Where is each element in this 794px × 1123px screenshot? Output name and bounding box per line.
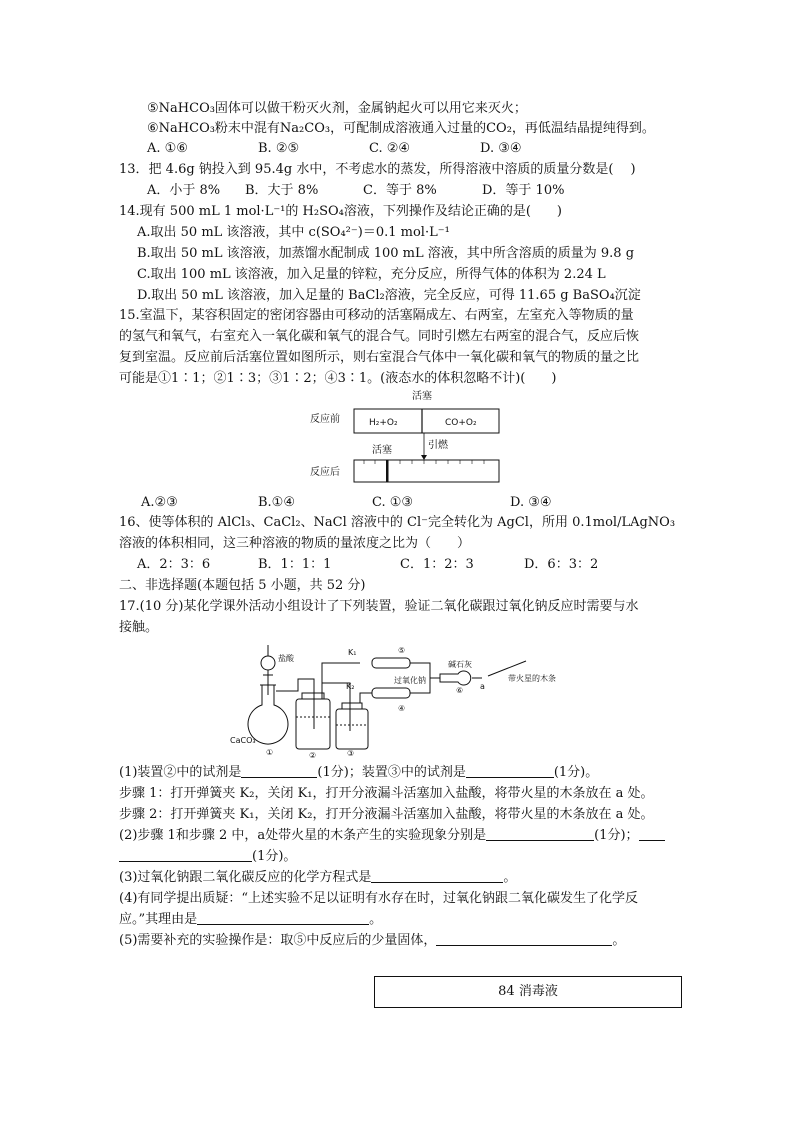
splint-label: 带火星的木条 (508, 674, 556, 683)
q13-option-d: D．等于 10% (482, 183, 565, 198)
q17-part-4-b: 应。”其理由是 (119, 912, 198, 927)
q16-option-c: C．1：2：3 (400, 557, 474, 572)
k1-label: K₁ (348, 648, 357, 657)
after-ticks (364, 460, 484, 464)
hcl-label: 盐酸 (278, 654, 294, 663)
q15-option-c: C. ①③ (372, 495, 414, 510)
answer-blank-1[interactable] (241, 764, 317, 778)
q17-part-4-c: 。 (369, 912, 383, 927)
answer-blank-7[interactable] (197, 911, 369, 925)
q17-line-1: 17.(10 分)某化学课外活动小组设计了下列装置，验证二氧化碳跟过氧化钠反应时需要与水 (119, 599, 639, 614)
piston-top-label: 活塞 (412, 391, 432, 402)
q17-step-2: 步骤 2：打开弹簧夹 K₁，关闭 K₂，打开分液漏斗活塞加入盐酸，将带火星的木条放在 a 处。 (119, 807, 654, 822)
q17-part-2-cont (119, 848, 296, 865)
q17-part-2 (119, 827, 665, 844)
q12-item6: ⑥NaHCO₃粉末中混有Na₂CO₃，可配制成溶液通入过量的CO₂，再低温结晶提纯得到。 (147, 121, 655, 136)
q15-line-3: 复到室温。反应前后活塞位置如图所示，则右室混合气体中一氧化碳和氧气的物质的量之比 (119, 350, 640, 365)
q12-item5: ⑤NaHCO₃固体可以做干粉灭火剂，金属钠起火可以用它来灭火； (147, 101, 527, 116)
q16-option-a: A．2：3：6 (137, 557, 211, 572)
q17-line-2: 接触。 (119, 620, 159, 635)
q15-line-1: 15.室温下，某容积固定的密闭容器由可移动的活塞隔成左、右两室，左室充入等物质的量 (119, 308, 634, 323)
q15-option-d: D. ③④ (510, 495, 552, 510)
q12-option-d: D. ③④ (480, 141, 522, 156)
sodalime-label: 碱石灰 (448, 660, 472, 669)
q17-part-2-b: (1分)； (594, 828, 639, 843)
left-gas-label: H₂+O₂ (369, 418, 398, 428)
q17-part-5-a: (5)需要补充的实验操作是：取⑤中反应后的少量固体， (119, 933, 437, 948)
q13-option-c: C．等于 8% (363, 183, 437, 198)
answer-blank-2[interactable] (466, 764, 554, 778)
na2o2-label: 过氧化钠 (394, 676, 426, 685)
q16-option-b: B．1：1：1 (258, 557, 332, 572)
answer-blank-4[interactable] (639, 827, 665, 841)
q15-option-a: A.②③ (141, 495, 178, 510)
ignite-arrow-head (421, 455, 427, 460)
q17-part-3 (119, 869, 516, 886)
q17-part-4-cont (119, 911, 382, 928)
answer-blank-3[interactable] (486, 827, 594, 841)
q16-line-2: 溶液的体积相同，这三种溶液的物质的量浓度之比为（ ） (119, 536, 471, 551)
bottle-2 (296, 699, 330, 749)
q13-stem: 13．把 4.6g 钠投入到 95.4g 水中，不考虑水的蒸发，所得溶液中溶质的质量分数是( ) (119, 162, 636, 177)
q17-part-1-a: (1)装置②中的试剂是 (119, 765, 242, 780)
answer-blank-8[interactable] (436, 932, 612, 946)
drying-tube (440, 671, 471, 685)
q17-part-1-c: (1分)。 (553, 765, 599, 780)
piston-diagram (300, 386, 510, 486)
tube-4 (372, 688, 410, 698)
num-4: ④ (398, 704, 406, 713)
q17-part-2-c: (1分)。 (252, 849, 297, 864)
apparatus-diagram (226, 639, 586, 759)
after-label: 反应后 (310, 467, 340, 478)
q15-line-2: 的氢气和氧气，右室充入一氧化碳和氧气的混合气。同时引燃左右两室的混合气，反应后恢 (119, 329, 640, 344)
q12-option-b: B. ②⑤ (258, 141, 300, 156)
q17-part-3-b: 。 (503, 870, 517, 885)
q16-line-1: 16、使等体积的 AlCl₃、CaCl₂、NaCl 溶液中的 Cl⁻完全转化为 AgCl，所用 0.1mol/LAgNO₃ (119, 515, 676, 530)
k2-label: K₂ (346, 682, 355, 691)
q17-part-1 (119, 764, 598, 781)
tube-5 (372, 658, 410, 668)
q17-part-5-b: 。 (612, 933, 626, 948)
q15-line-4: 可能是①1∶1；②1∶3；③1∶2；④3∶1。(液态水的体积忽略不计)( ) (119, 371, 557, 386)
piston-bottom-label: 活塞 (372, 445, 392, 456)
q17-part-2-a: (2)步骤 1和步骤 2 中，a处带火星的木条产生的实验现象分别是 (119, 828, 487, 843)
q14-option-d: D.取出 50 mL 该溶液，加入足量的 BaCl₂溶液，完全反应，可得 11.65 g BaSO₄沉淀 (137, 288, 641, 303)
after-cylinder (354, 460, 499, 482)
q17-part-4: (4)有同学提出质疑：“上述实验不足以证明有水存在时，过氧化钠跟二氧化碳发生了化学反 (119, 891, 639, 906)
point-a-label: a (480, 682, 485, 691)
after-piston (386, 460, 389, 482)
num-2: ② (309, 751, 317, 759)
q12-option-c: C. ②④ (369, 141, 411, 156)
answer-blank-5[interactable] (119, 848, 252, 862)
num-3: ③ (347, 749, 355, 758)
q16-option-d: D．6：3：2 (524, 557, 599, 572)
num-5: ⑤ (398, 646, 406, 655)
bottle-3 (336, 709, 368, 749)
q17-step-1: 步骤 1：打开弹簧夹 K₂，关闭 K₁，打开分液漏斗活塞加入盐酸，将带火星的木条放在 a 处。 (119, 786, 654, 801)
q12-option-a: A. ①⑥ (147, 141, 188, 156)
right-gas-label: CO+O₂ (445, 418, 477, 428)
q14-option-b: B.取出 50 mL 该溶液，加蒸馏水配制成 100 mL 溶液，其中所含溶质的质量为 9.8 g (137, 246, 635, 261)
num-6: ⑥ (456, 686, 464, 695)
section-heading: 二、非选择题(本题包括 5 小题，共 52 分) (119, 578, 366, 593)
answer-blank-6[interactable] (371, 869, 503, 883)
disinfectant-label-box: 84 消毒液 (374, 976, 682, 1008)
q15-option-b: B.①④ (258, 495, 295, 510)
q14-option-c: C.取出 100 mL 该溶液，加入足量的锌粒，充分反应，所得气体的体积为 2.24 L (137, 267, 606, 282)
ignite-label: 引燃 (428, 440, 448, 451)
q17-part-5 (119, 932, 625, 949)
num-1: ① (266, 748, 274, 757)
before-label: 反应前 (310, 414, 340, 425)
q14-option-a: A.取出 50 mL 该溶液，其中 c(SO₄²⁻)＝0.1 mol·L⁻¹ (137, 225, 450, 240)
q17-part-3-a: (3)过氧化钠跟二氧化碳反应的化学方程式是 (119, 870, 372, 885)
q17-part-1-b: (1分)；装置③中的试剂是 (317, 765, 466, 780)
q13-option-b: B．大于 8% (245, 183, 319, 198)
funnel-bulb (261, 656, 275, 670)
q14-stem: 14.现有 500 mL 1 mol·L⁻¹的 H₂SO₄溶液，下列操作及结论正确的是( ) (119, 204, 562, 219)
caco3-label: CaCO₃ (230, 736, 256, 745)
q13-option-a: A．小于 8% (147, 183, 221, 198)
